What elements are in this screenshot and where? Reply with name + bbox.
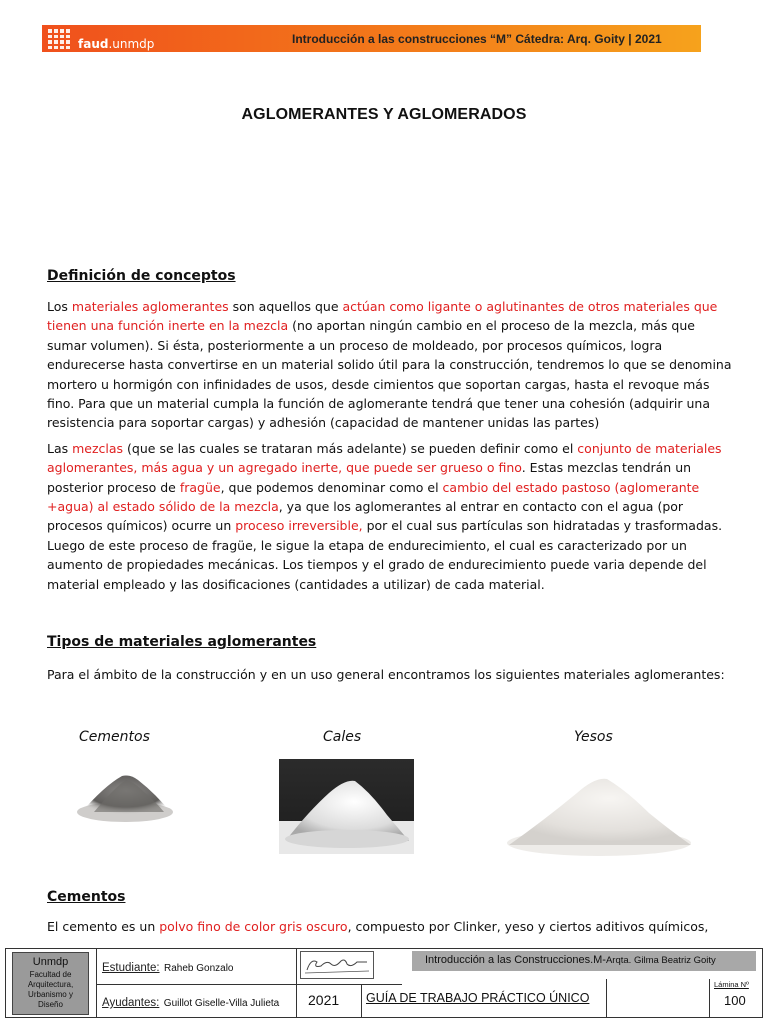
section-heading-types: Tipos de materiales aglomerantes — [47, 634, 317, 650]
body-text: , ya que los aglomerantes al entrar en contacto con el agua (por procesos químicos) ocurre un — [47, 499, 684, 534]
definitions-body — [47, 297, 733, 594]
document-title: AGLOMERANTES Y AGLOMERADOS — [241, 106, 527, 123]
body-text: (no aportan ningún cambio en el proceso de la mezcla, más que sumar volumen). Si ésta, posteriormente a un proceso de moldeado, por procesos químicos, logra endurecerse hasta convertirse en un material solido útil para la construcción, tendremos lo que se denomina mortero u hormigón con infinidades de usos, desde cimientos que soportan cargas, hasta el revoque más fino. Para que un material cumpla la función de aglomerante tendrá que tener una cohesión (adquirir una resistencia para soportar cargas) y adhesión (capacidad de mantener unidas las partes) — [47, 318, 732, 431]
signature-box — [300, 951, 374, 979]
body-text: El cemento es un — [47, 919, 160, 934]
cementos-body — [47, 917, 733, 936]
lamina-number: 100 — [724, 993, 746, 1008]
body-text: . Estas mezclas tendrán un posterior proceso de — [47, 460, 692, 495]
body-text: Los — [47, 299, 72, 314]
types-intro: Para el ámbito de la construcción y en un uso general encontramos los siguientes materiales aglomerantes: — [47, 667, 725, 682]
paragraph-mezclas — [47, 439, 733, 594]
highlighted-text: cambio del estado pastoso (aglomerante +agua) al estado sólido de la mezcla — [47, 479, 700, 515]
section-heading-definitions: Definición de conceptos — [47, 268, 236, 284]
body-text: Las — [47, 440, 73, 456]
course-banner: Introducción a las Construcciones.M-Arqta. Gilma Beatriz Goity — [412, 951, 756, 971]
helpers-field — [102, 993, 279, 1011]
highlighted-text: materiales aglomerantes — [71, 299, 229, 314]
caption-cales: Cales — [323, 729, 362, 745]
student-value: Raheb Gonzalo — [164, 963, 234, 974]
unmdp-faculty-logo: Unmdp Facultad de Arquitectura, Urbanismo y Diseño — [12, 952, 89, 1015]
highlighted-text: actúan como ligante o aglutinantes de otros materiales que tienen una función inerte en la mezcla — [47, 299, 718, 334]
highlighted-text: conjunto de materiales aglomerantes, más agua y un agregado inerte, que puede ser grueso o fino — [47, 440, 722, 476]
body-text: por el cual sus partículas son hidratadas y trasformadas. Luego de este proceso de fragüe, le sigue la etapa de endurecimiento, el cual es caracterizado por un aumento de propiedades mecánicas. Los tiempos y el grado de endurecimiento puede varia depende del material empleado y las dosificaciones (cantidades a utilizar) de cada material. — [47, 518, 723, 592]
helpers-value: Guillot Giselle-Villa Julieta — [163, 998, 280, 1009]
student-field — [102, 958, 234, 976]
yeso-powder-image — [503, 771, 695, 859]
highlighted-text: proceso irreversible, — [235, 518, 363, 534]
body-text: son aquellos que — [228, 299, 343, 314]
highlighted-text: polvo fino de color gris oscuro — [159, 919, 348, 934]
cement-powder-image — [74, 768, 176, 824]
section-heading-cementos: Cementos — [47, 889, 126, 905]
faud-logo-text: faud.unmdp — [78, 37, 155, 51]
paragraph-aglomerantes — [47, 297, 733, 433]
highlighted-text: fragüe — [179, 479, 221, 495]
year: 2021 — [308, 992, 340, 1008]
body-text: , compuesto por Clinker, yeso y ciertos aditivos químicos, — [347, 919, 709, 934]
header-title: Introducción a las construcciones “M” Cátedra: Arq. Goity | 2021 — [292, 32, 662, 46]
body-text: , que podemos denominar como el — [220, 479, 443, 495]
lamina-label: Lámina Nº — [714, 980, 749, 989]
faud-logo-icon — [48, 29, 70, 49]
highlighted-text: mezclas — [72, 440, 124, 456]
body-text: (que se las cuales se trataran más adelante) se pueden definir como el — [123, 440, 578, 456]
caption-yesos: Yesos — [574, 729, 613, 745]
cal-powder-image — [279, 759, 414, 854]
guide-title: GUÍA DE TRABAJO PRÁCTICO ÚNICO — [366, 991, 590, 1005]
student-label: Estudiante: — [102, 962, 160, 974]
title-block-footer — [5, 948, 763, 1018]
caption-cementos: Cementos — [79, 729, 150, 745]
helpers-label: Ayudantes: — [102, 997, 160, 1009]
